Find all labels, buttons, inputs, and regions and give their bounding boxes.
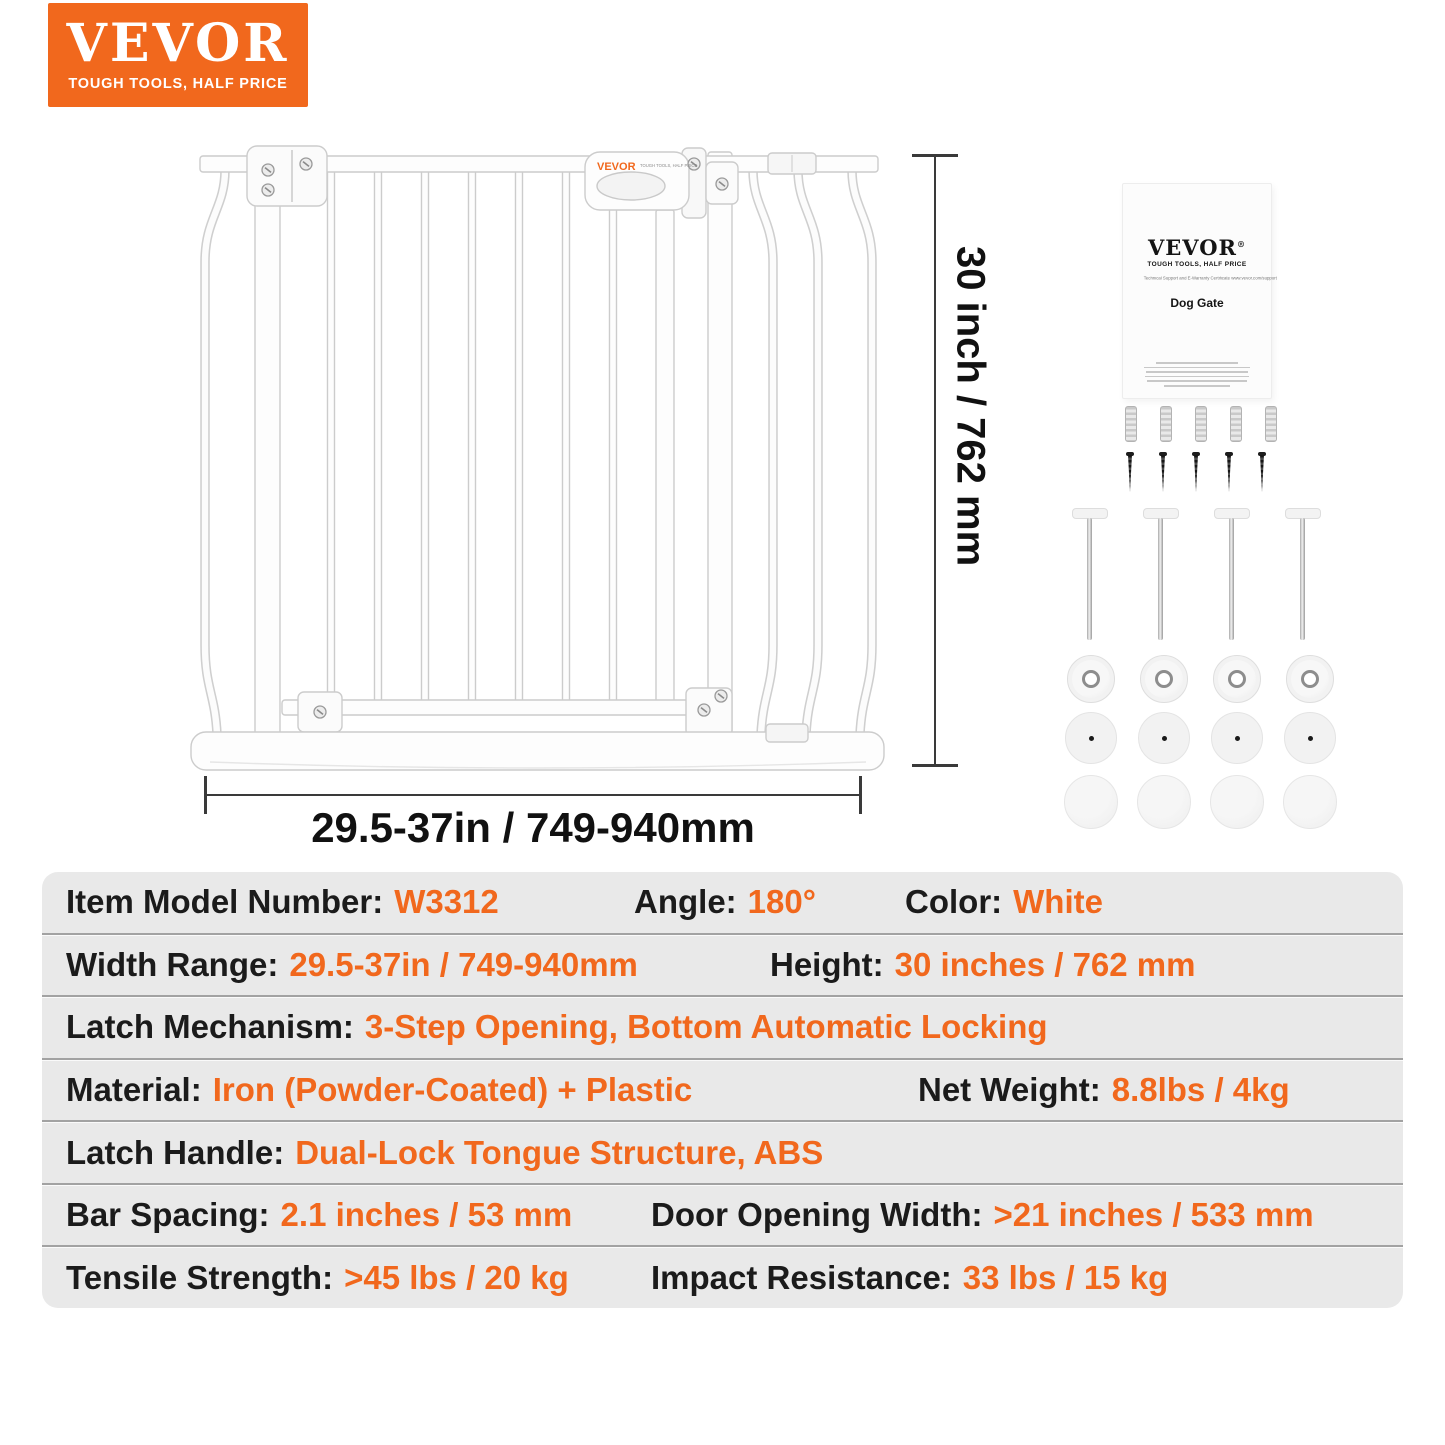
- width-dimension-label: 29.5-37in / 749-940mm: [311, 804, 755, 851]
- wall-disc: [1283, 775, 1337, 829]
- pressure-rod: [1072, 508, 1108, 640]
- spec-label: Color:: [905, 883, 1003, 921]
- pressure-rod: [1214, 508, 1250, 640]
- spec-value: >45 lbs / 20 kg: [344, 1258, 569, 1296]
- spec-value: 33 lbs / 15 kg: [962, 1258, 1169, 1296]
- manual-tagline: TOUGH TOOLS, HALF PRICE: [1147, 261, 1247, 268]
- gate-hinge-post: [255, 152, 280, 752]
- extension-bars: [205, 170, 872, 734]
- spindle-nut: [1140, 655, 1188, 703]
- spec-value: 8.8lbs / 4kg: [1111, 1071, 1290, 1109]
- wall-anchor: [1195, 406, 1207, 442]
- wall-cup: [1138, 712, 1190, 764]
- wall-cup: [1211, 712, 1263, 764]
- spec-row-material: [42, 1058, 1403, 1121]
- spec-label: Bar Spacing:: [66, 1196, 270, 1234]
- wall-cups-row: [1065, 712, 1336, 764]
- wall-anchor: [1265, 406, 1277, 442]
- spec-label: Door Opening Width:: [651, 1196, 983, 1234]
- spec-pair: [66, 946, 770, 984]
- screw: [1226, 452, 1232, 492]
- wall-disc: [1064, 775, 1118, 829]
- spec-label: Material:: [66, 1071, 202, 1109]
- spindle-nuts-row: [1067, 655, 1334, 703]
- gate-structure: [191, 146, 884, 770]
- spec-value: >21 inches / 533 mm: [993, 1196, 1314, 1234]
- screw: [1193, 452, 1199, 492]
- logo-brand-text: VEVOR: [66, 13, 290, 74]
- spindle-nut: [1286, 655, 1334, 703]
- screw: [1259, 452, 1265, 492]
- spec-value: 29.5-37in / 749-940mm: [289, 945, 638, 983]
- spec-pair: [634, 883, 905, 921]
- spec-value: White: [1013, 883, 1103, 921]
- gate-bottom-rail: [191, 724, 884, 770]
- spec-label: Impact Resistance:: [651, 1258, 952, 1296]
- manual-title: Dog Gate: [1170, 296, 1224, 310]
- spec-label: Latch Handle:: [66, 1133, 285, 1171]
- spec-value: Dual-Lock Tongue Structure, ABS: [295, 1133, 824, 1171]
- manual-brand: [1123, 234, 1271, 258]
- handle-tagline-text: TOUGH TOOLS, HALF PRICE: [640, 163, 698, 168]
- spec-pair: [66, 1196, 651, 1234]
- spec-label: Latch Mechanism:: [66, 1008, 354, 1046]
- screw: [1160, 452, 1166, 492]
- spec-row-latch-mechanism: [42, 995, 1403, 1058]
- pressure-rod: [1285, 508, 1321, 640]
- gate-illustration: [190, 140, 890, 800]
- gate-handle-post: [656, 210, 674, 702]
- manual-booklet: [1122, 183, 1277, 399]
- logo-tagline-text: TOUGH TOOLS, HALF PRICE: [68, 76, 288, 92]
- wall-anchor: [1160, 406, 1172, 442]
- wall-cup: [1284, 712, 1336, 764]
- spec-value: 2.1 inches / 53 mm: [280, 1196, 573, 1234]
- handle-brand-text: VEVOR: [597, 161, 636, 173]
- spec-value: Iron (Powder-Coated) + Plastic: [212, 1071, 693, 1109]
- spec-pair: [770, 946, 1196, 984]
- gate-hinge: [247, 146, 327, 206]
- wall-anchor: [1125, 406, 1137, 442]
- spec-value: W3312: [394, 883, 499, 921]
- spec-value: 3-Step Opening, Bottom Automatic Locking: [364, 1008, 1048, 1046]
- spec-label: Item Model Number:: [66, 883, 384, 921]
- spec-label: Net Weight:: [918, 1071, 1101, 1109]
- gate-door-bars: [328, 168, 617, 702]
- spindle-nut: [1213, 655, 1261, 703]
- pressure-rod: [1143, 508, 1179, 640]
- spec-pair: [66, 1008, 1048, 1046]
- spec-label: Tensile Strength:: [66, 1258, 334, 1296]
- spec-table: [42, 872, 1403, 1308]
- spindle-nut: [1067, 655, 1115, 703]
- spec-pair: [918, 1071, 1290, 1109]
- spec-pair: [66, 1071, 918, 1109]
- manual-reg-mark: ®: [1236, 239, 1246, 249]
- spec-pair: [651, 1259, 1168, 1297]
- height-dimension-label: 30 inch / 762 mm: [948, 245, 993, 567]
- wall-anchor: [1230, 406, 1242, 442]
- spec-row-tensile-strength: [42, 1245, 1403, 1308]
- height-dimension-line: [934, 156, 936, 766]
- wall-disc: [1210, 775, 1264, 829]
- manual-support-line: Technical Support and E-Warranty Certificate www.vevor.com/support: [1143, 276, 1277, 282]
- spec-pair: [66, 883, 634, 921]
- wall-anchors-row: [1125, 406, 1277, 442]
- spec-row-model: [42, 872, 1403, 933]
- spec-value: 180°: [747, 883, 816, 921]
- manual-brand-text: VEVOR: [1148, 235, 1237, 260]
- spec-value: 30 inches / 762 mm: [894, 945, 1196, 983]
- wall-cup: [1065, 712, 1117, 764]
- screw: [1127, 452, 1133, 492]
- pressure-rods-row: [1072, 508, 1321, 640]
- screws-row: [1127, 452, 1265, 492]
- spec-label: Height:: [770, 945, 884, 983]
- spec-label: Angle:: [634, 883, 737, 921]
- width-dimension-line: [205, 794, 861, 796]
- spec-pair: [905, 883, 1103, 921]
- spec-row-width-range: [42, 933, 1403, 996]
- spec-label: Width Range:: [66, 945, 279, 983]
- spec-pair: [66, 1134, 823, 1172]
- gate-latch-post: [708, 152, 732, 752]
- manual-paragraph-lines: [1144, 362, 1250, 387]
- spec-row-bar-spacing: [42, 1183, 1403, 1246]
- wall-discs-row: [1064, 775, 1337, 829]
- spec-pair: [651, 1196, 1314, 1234]
- spec-pair: [66, 1259, 651, 1297]
- wall-disc: [1137, 775, 1191, 829]
- vevor-logo: [48, 3, 308, 107]
- spec-row-latch-handle: [42, 1120, 1403, 1183]
